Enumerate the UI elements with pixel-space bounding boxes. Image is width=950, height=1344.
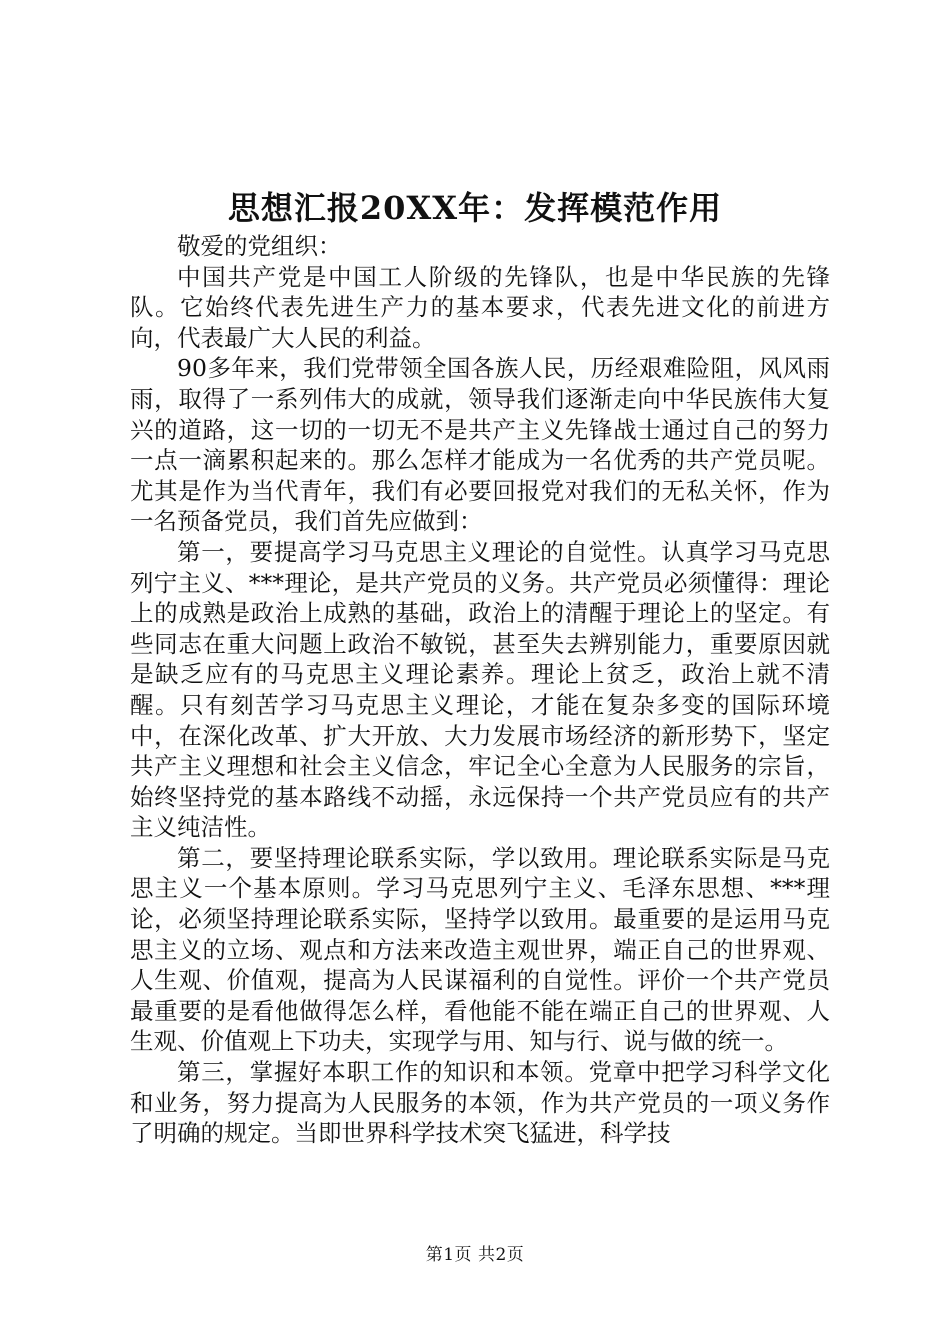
paragraph-first-point: 第一，要提高学习马克思主义理论的自觉性。认真学习马克思列宁主义、***理论，是共产党员的义务。共产党员必须懂得：理论上的成熟是政治上成熟的基础，政治上的清醒于理论上的坚定。有些同志在重大问题上政治不敏锐，甚至失去辨别能力，重要原因就是缺乏应有的马克思主义理论素养。理论上贫乏，政治上就不清醒。只有刻苦学习马克思主义理论，才能在复杂多变的国际环境中，在深化改革、扩大开放、大力发展市场经济的新形势下，坚定共产主义理想和社会主义信念，牢记全心全意为人民服务的宗旨，始终坚持党的基本路线不动摇，永远保持一个共产党员应有的共产主义纯洁性。 bbox=[130, 537, 830, 842]
paragraph-third-point: 第三，掌握好本职工作的知识和本领。党章中把学习科学文化和业务，努力提高为人民服务的本领，作为共产党员的一项义务作了明确的规定。当即世界科学技术突飞猛进，科学技 bbox=[130, 1058, 830, 1148]
salutation: 敬爱的党组织： bbox=[177, 232, 342, 260]
paragraph-history: 90多年来，我们党带领全国各族人民，历经艰难险阻，风风雨雨，取得了一系列伟大的成就，领导我们逐渐走向中华民族伟大复兴的道路，这一切的一切无不是共产主义先锋战士通过自己的努力一点一滴累积起来的。那么怎样才能成为一名优秀的共产党员呢。尤其是作为当代青年，我们有必要回报党对我们的无私关怀，作为一名预备党员，我们首先应做到： bbox=[130, 354, 830, 536]
document-body bbox=[130, 231, 830, 1149]
page-footer: 第1页 共2页 bbox=[425, 1245, 525, 1265]
document-title: 思想汇报20XX年：发挥模范作用 bbox=[227, 189, 723, 227]
paragraph-intro: 中国共产党是中国工人阶级的先锋队，也是中华民族的先锋队。它始终代表先进生产力的基本要求，代表先进文化的前进方向，代表最广大人民的利益。 bbox=[130, 262, 830, 352]
paragraph-second-point: 第二，要坚持理论联系实际，学以致用。理论联系实际是马克思主义一个基本原则。学习马克思列宁主义、毛泽东思想、***理论，必须坚持理论联系实际，坚持学以致用。最重要的是运用马克思主义的立场、观点和方法来改造主观世界，端正自己的世界观、人生观、价值观，提高为人民谋福利的自觉性。评价一个共产党员最重要的是看他做得怎么样，看他能不能在端正自己的世界观、人生观、价值观上下功夫，实现学与用、知与行、说与做的统一。 bbox=[130, 843, 830, 1056]
